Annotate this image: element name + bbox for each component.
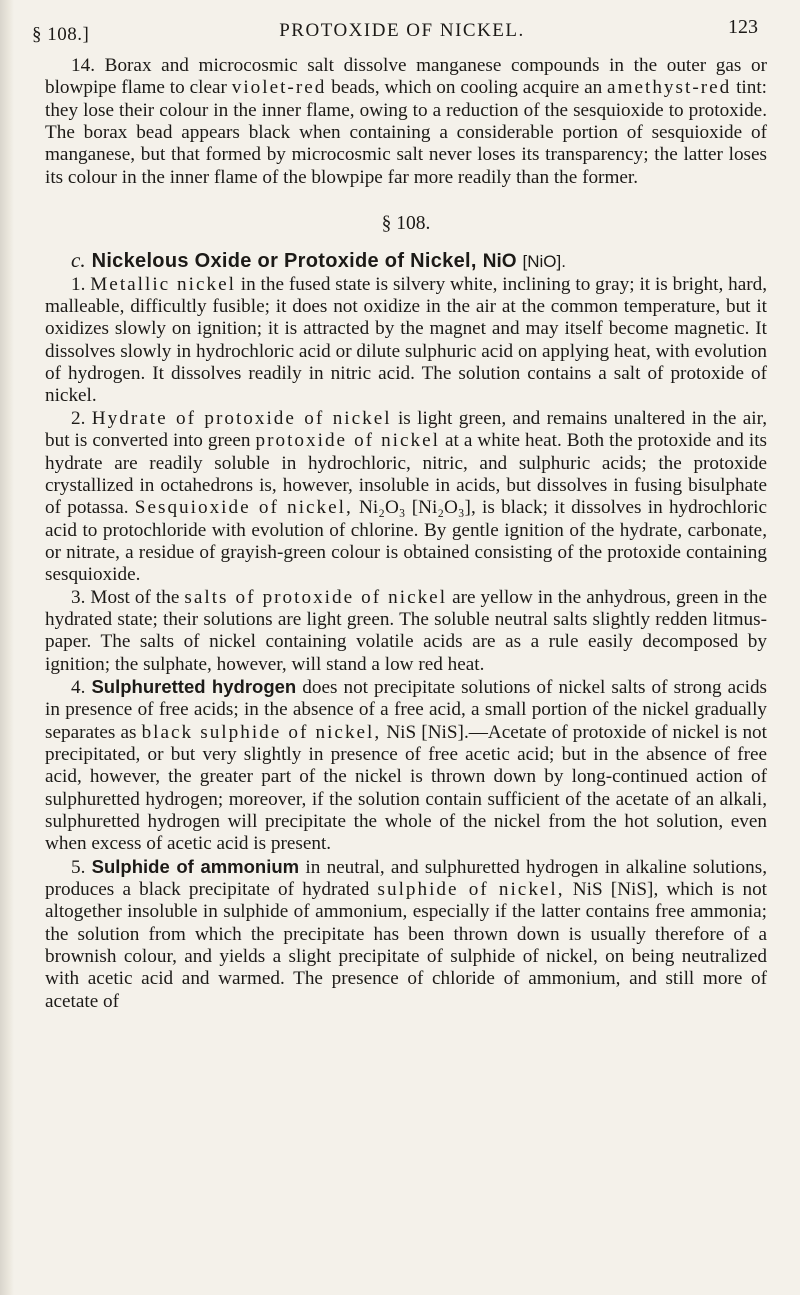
spaced-term: protoxide of nickel bbox=[255, 430, 440, 452]
spaced-term: violet-red bbox=[231, 77, 327, 99]
paragraph-number: 14. bbox=[71, 55, 95, 76]
bold-term: Sulphuretted hydrogen bbox=[91, 675, 297, 697]
paragraph-5 bbox=[45, 856, 767, 1013]
heading-formula: NiO bbox=[482, 251, 517, 273]
paragraph-1 bbox=[45, 274, 767, 408]
binding-edge bbox=[0, 0, 14, 1295]
text-run: does not precipitate solutions of nickel salts of strong acids in presence of free acids; in the absence of a free acid, a small portion of the nickel gradually separates as bbox=[45, 676, 768, 743]
text-run: beads, which on cooling acquire an bbox=[326, 77, 608, 99]
paragraph-number: 3. bbox=[71, 586, 86, 608]
heading-code: [NiO]. bbox=[522, 252, 566, 272]
text-run: at a white heat. Both the protoxide and its hydrate are readily soluble in hydrochloric, nitric, and sulphuric acids; the protoxide crystallized in octahedrons is, however, insoluble in acids, but dissolves in fusing bisulphate of potassa. bbox=[45, 430, 768, 519]
bold-term: Sulphide of ammonium bbox=[91, 855, 300, 877]
lead-phrase: Borax and microcosmic salt bbox=[104, 55, 334, 76]
heading-title: Nickelous Oxide or Protoxide of Nickel, bbox=[91, 250, 477, 273]
paragraph-number: 5. bbox=[71, 856, 86, 878]
text-run: in the fused state is silvery white, inclining to gray; it is bright, hard, malleable, difficultly fusible; it does not oxidize in the air at the common temperature, but it oxidizes slowly on ignition; it is attracted by the magnet and may itself become magnetic. It dissolves slowly in hydrochloric acid or dilute sulphuric acid on applying heat, with evolution of hydrogen. It dissolves readily in nitric acid. The solution contains a salt of protoxide of nickel. bbox=[45, 273, 767, 407]
spaced-term: Metallic nickel bbox=[90, 273, 236, 295]
paragraph-4 bbox=[45, 676, 767, 856]
spaced-term: Hydrate of protoxide of nickel bbox=[91, 407, 392, 429]
header-section-ref: § 108.] bbox=[32, 24, 90, 45]
text-run: Ni₂O₃ [Ni₂O₃], is black; it dissolves in hydrochloric acid to protochloride with evolution of chlorine. By gentle ignition of the hydrate, carbonate, or nitrate, a residue of grayish-green colour is obtained consisting of the protoxide containing sesquioxide. bbox=[45, 497, 767, 586]
spaced-term: black sulphide of nickel, bbox=[141, 721, 382, 743]
paragraph-number: 4. bbox=[71, 676, 86, 698]
header-title: PROTOXIDE OF NICKEL. bbox=[279, 20, 525, 41]
section-heading bbox=[45, 249, 767, 273]
paragraph-14 bbox=[45, 55, 767, 189]
text-run: is light green, and remains unaltered in the air, but is converted into green bbox=[45, 407, 768, 452]
paragraph-2 bbox=[45, 408, 767, 587]
spaced-term: sulphide of nickel, bbox=[377, 879, 565, 901]
text-run: in neutral, and sulphuretted hydrogen in alkaline solutions, produces a black precipitate of hydrated bbox=[45, 856, 767, 901]
text-run: Most of the bbox=[85, 586, 185, 608]
paragraph-number: 1. bbox=[71, 273, 86, 295]
spaced-term: amethyst-red bbox=[607, 77, 732, 99]
running-header bbox=[32, 10, 772, 50]
text-run: NiS [NiS].—Acetate of protoxide of nickel is not precipitated, or but very slightly in presence of free acetic acid; but in the absence of free acid, however, the greater part of the nickel is thrown down by long-continued action of sulphuretted hydrogen; moreover, if the solution contain sufficient of the acetate of an alkali, sulphuretted hydrogen will precipitate the whole of the nickel from the hot solution, even when excess of acetic acid is present. bbox=[45, 721, 767, 855]
page-number: 123 bbox=[728, 16, 758, 38]
spaced-term: Sesquioxide of nickel, bbox=[134, 497, 353, 519]
page-body bbox=[45, 55, 767, 1013]
text-run: tint: they lose their colour in the inner flame, owing to a reduction of the sesquioxide to protoxide. The borax bead appears black when containing a considerable portion of sesquioxide of manganese, but that formed by microcosmic salt never loses its transparency; the latter loses its colour in the inner flame of the blowpipe far more readily than the former. bbox=[45, 77, 767, 188]
text-run: are yellow in the anhydrous, green in the hydrated state; their solutions are light green. The soluble neutral salts slightly redden litmus-paper. The salts of nickel containing volatile acids are as a rule easily decomposed by ignition; the sulphate, however, will stand a low red heat. bbox=[45, 586, 767, 675]
text-run: dissolve manganese compounds in the outer gas or blowpipe flame to clear bbox=[45, 55, 768, 99]
heading-label: c. bbox=[71, 248, 86, 273]
paragraph-3 bbox=[45, 587, 767, 676]
text-run: NiS [NiS], which is not altogether insoluble in sulphide of ammonium, especially if the latter contains free ammonia; the solution from which the precipitate has been thrown down is usually therefore of a brownish colour, and yields a slight precipitate of sulphide of nickel, on being neutralized with acetic acid and warmed. The presence of chloride of ammonium, and still more of acetate of bbox=[45, 879, 767, 1012]
paragraph-number: 2. bbox=[71, 407, 86, 429]
section-mark: § 108. bbox=[381, 213, 431, 235]
spaced-term: salts of protoxide of nickel bbox=[184, 586, 448, 608]
